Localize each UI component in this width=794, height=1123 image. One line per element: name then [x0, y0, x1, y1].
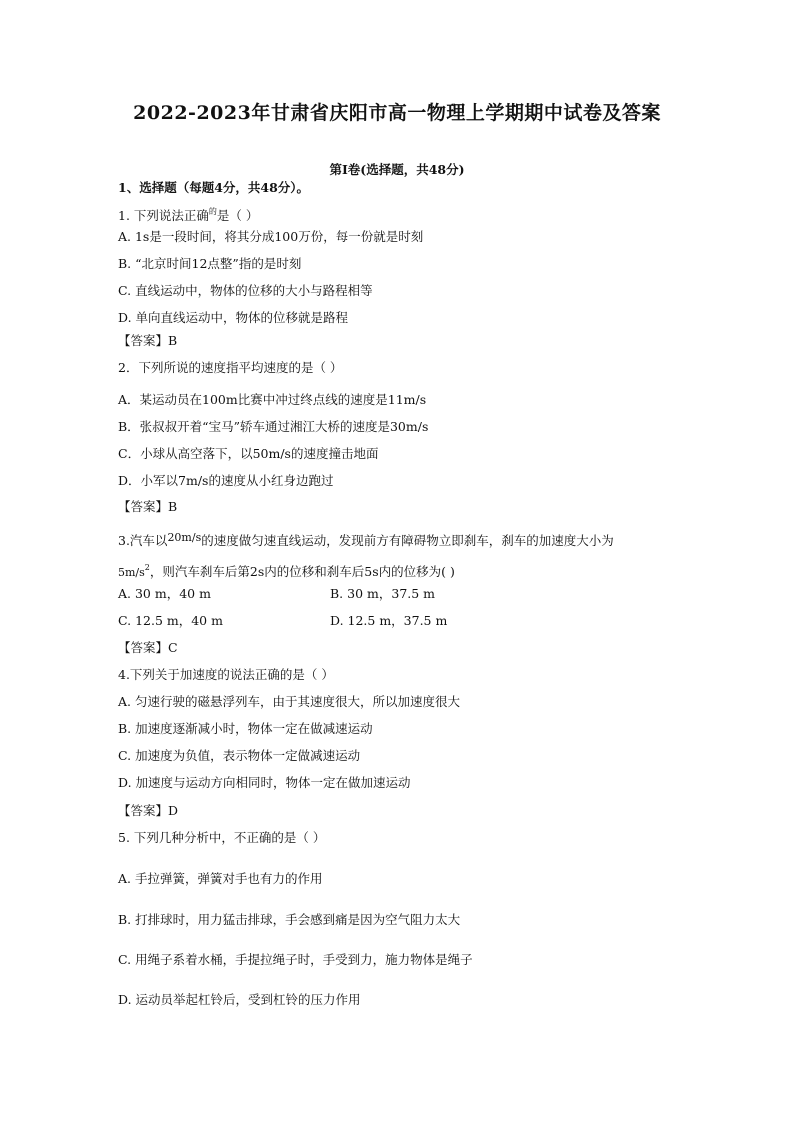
question-1-option-c: C. 直线运动中，物体的位移的大小与路程相等 [118, 283, 373, 298]
question-5-option-b: B. 打排球时，用力猛击排球，手会感到痛是因为空气阻力太大 [118, 912, 461, 927]
page-title: 2022-2023年甘肃省庆阳市高一物理上学期期中试卷及答案 [133, 102, 661, 124]
question-3-stem-line-1: 3.汽车以20m/s的速度做匀速直线运动，发现前方有障碍物立即刹车，刹车的加速度大小为 [118, 531, 614, 548]
question-3-stem-line-2: $5m/s^2$，则汽车刹车后第2s内的位移和刹车后5s内的位移为( ) [118, 563, 455, 579]
question-4-option-c: C. 加速度为负值，表示物体一定做减速运动 [118, 748, 361, 763]
question-1-stem: 1. 下列说法正确$^的$是（ ） [118, 207, 259, 223]
section-header: 第Ⅰ卷(选择题，共48分) [329, 162, 465, 177]
part-header: 1、选择题（每题4分，共48分）。 [118, 180, 310, 195]
question-2-stem: 2．下列所说的速度指平均速度的是（ ） [118, 360, 343, 375]
question-1-option-a: A. 1s是一段时间，将其分成100万份，每一份就是时刻 [118, 229, 424, 244]
question-4-option-b: B. 加速度逐渐减小时，物体一定在做减速运动 [118, 721, 373, 736]
question-2-option-b: B．张叔叔开着“宝马”轿车通过湘江大桥的速度是30m/s [118, 419, 429, 434]
question-5-option-c: C. 用绳子系着水桶，手提拉绳子时，手受到力，施力物体是绳子 [118, 952, 473, 967]
question-5-option-a: A. 手拉弹簧，弹簧对手也有力的作用 [118, 871, 323, 886]
question-2-answer: 【答案】B [118, 499, 178, 514]
question-3-answer: 【答案】C [118, 640, 178, 655]
question-5-option-d: D. 运动员举起杠铃后，受到杠铃的压力作用 [118, 992, 361, 1007]
question-1-option-b: B. “北京时间12点整”指的是时刻 [118, 256, 302, 271]
question-4-stem: 4.下列关于加速度的说法正确的是（ ） [118, 667, 334, 682]
question-4-answer: 【答案】D [118, 803, 179, 818]
question-1-answer: 【答案】B [118, 333, 178, 348]
question-2-option-c: C．小球从高空落下，以50m/s的速度撞击地面 [118, 446, 379, 461]
question-2-option-d: D．小军以7m/s的速度从小红身边跑过 [118, 473, 334, 488]
question-4-option-a: A. 匀速行驶的磁悬浮列车，由于其速度很大，所以加速度很大 [118, 694, 460, 709]
question-1-option-d: D. 单向直线运动中，物体的位移就是路程 [118, 310, 349, 325]
question-5-stem: 5. 下列几种分析中，不正确的是（ ） [118, 830, 326, 845]
question-3-option-d: D. 12.5 m，37.5 m [330, 613, 448, 628]
question-3-option-c: C. 12.5 m，40 m [118, 613, 223, 628]
question-3-option-a: A. 30 m，40 m [118, 586, 211, 601]
question-4-option-d: D. 加速度与运动方向相同时，物体一定在做加速运动 [118, 775, 411, 790]
question-2-option-a: A．某运动员在100m比赛中冲过终点线的速度是11m/s [118, 392, 427, 407]
question-3-option-b: B. 30 m，37.5 m [330, 586, 436, 601]
